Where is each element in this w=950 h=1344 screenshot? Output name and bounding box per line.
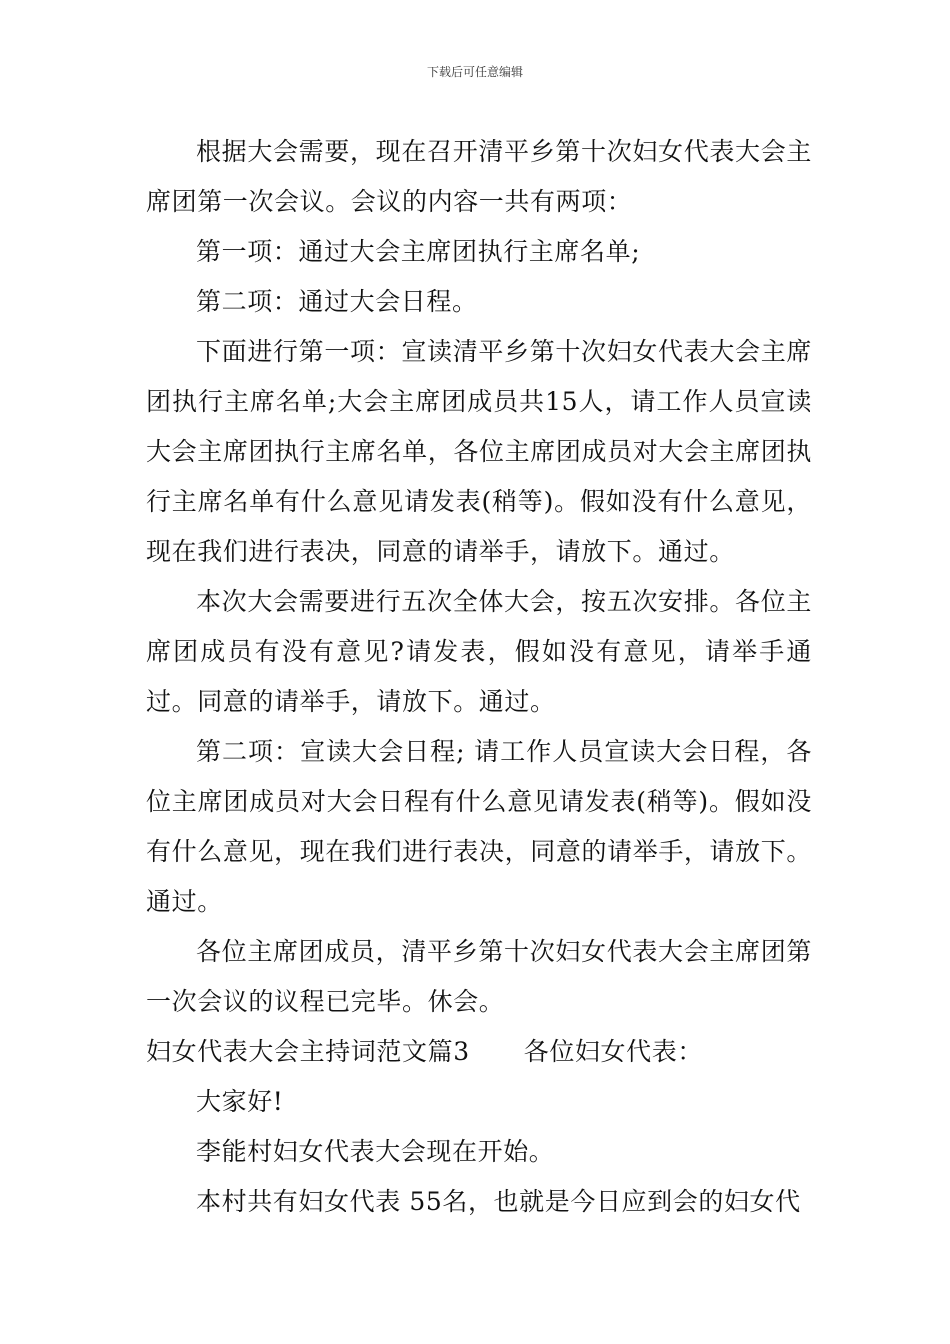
section3-heading-line: [146, 1027, 812, 1077]
section3-salutation: 各位妇女代表：: [523, 1037, 703, 1066]
paragraph-item-2: 第二项：通过大会日程。: [196, 287, 478, 316]
paragraph-item-1: 第一项：通过大会主席团执行主席名单;: [196, 237, 641, 266]
paragraph-first-item-detail: 下面进行第一项：宣读清平乡第十次妇女代表大会主席团执行主席名单;大会主席团成员共15人，请工作人员宣读大会主席团执行主席名单，各位主席团成员对大会主席团执行主席名单有什么意见请发表(稍等)。假如没有什么意见，现在我们进行表决，同意的请举手，请放下。通过。: [146, 337, 812, 566]
section3-title: 妇女代表大会主持词范文篇3: [146, 1037, 470, 1066]
paragraph-second-item-detail: 第二项：宣读大会日程; 请工作人员宣读大会日程，各位主席团成员对大会日程有什么意见请发表(稍等)。假如没有什么意见，现在我们进行表决，同意的请举手，请放下。通过。: [146, 737, 812, 916]
section3-paragraph-opening: 李能村妇女代表大会现在开始。: [196, 1137, 555, 1166]
section3-paragraph-attendance: 本村共有妇女代表 55名，也就是今日应到会的妇女代: [196, 1187, 801, 1216]
paragraph-intro: 根据大会需要，现在召开清平乡第十次妇女代表大会主席团第一次会议。会议的内容一共有两项：: [146, 137, 812, 216]
heading-gap: [470, 1027, 524, 1077]
paragraph-closing: 各位主席团成员，清平乡第十次妇女代表大会主席团第一次会议的议程已完毕。休会。: [146, 937, 812, 1016]
document-body: [146, 127, 812, 1227]
header-note: 下载后可任意编辑: [426, 65, 523, 79]
paragraph-session-arrangement: 本次大会需要进行五次全体大会，按五次安排。各位主席团成员有没有意见?请发表，假如没有意见，请举手通过。同意的请举手，请放下。通过。: [146, 587, 812, 716]
section3-paragraph-greeting: 大家好!: [196, 1087, 284, 1116]
